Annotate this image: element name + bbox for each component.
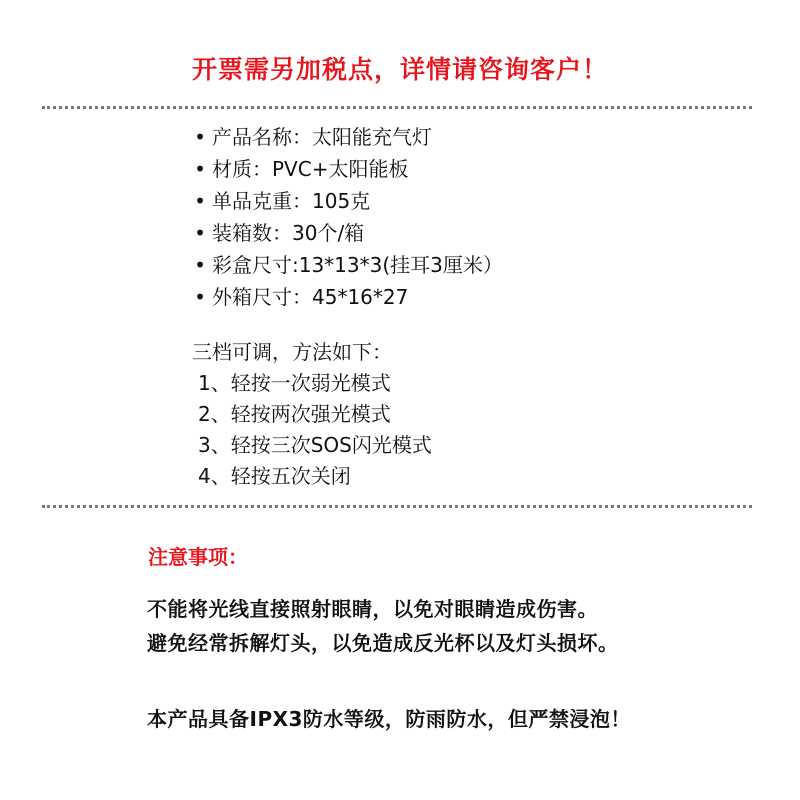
mode-item-off: 4、轻按五次关闭 — [198, 464, 351, 488]
invoice-tax-notice: 开票需另加税点，详情请咨询客户！ — [191, 55, 608, 84]
spec-item-product-name — [188, 121, 503, 153]
spec-item-carton-size — [188, 281, 503, 313]
mode-item-sos-flash: 3、轻按三次SOS闪光模式 — [198, 433, 432, 457]
product-spec-list — [188, 121, 503, 313]
spec-text: 装箱数：30个/箱 — [212, 221, 365, 245]
bullet-icon: • — [194, 285, 206, 309]
spec-text: 单品克重：105克 — [212, 189, 371, 213]
spec-text: 外箱尺寸：45*16*27 — [212, 285, 409, 309]
spec-item-color-box-size — [188, 249, 503, 281]
dotted-divider-top — [42, 106, 752, 109]
notice-eye-warning: 不能将光线直接照射眼睛，以免对眼睛造成伤害。 — [147, 597, 598, 621]
bullet-icon: • — [194, 221, 206, 245]
spec-text: 彩盒尺寸:13*13*3(挂耳3厘米） — [212, 253, 503, 277]
bullet-icon: • — [194, 253, 206, 277]
mode-item-strong-light: 2、轻按两次强光模式 — [198, 402, 391, 426]
dotted-divider-bottom — [42, 505, 752, 508]
spec-text: 产品名称：太阳能充气灯 — [212, 125, 432, 149]
notice-heading: 注意事项： — [148, 545, 248, 569]
spec-item-packing-quantity — [188, 217, 503, 249]
bullet-icon: • — [194, 189, 206, 213]
spec-item-weight — [188, 185, 503, 217]
spec-text: 材质：PVC+太阳能板 — [212, 157, 409, 181]
bullet-icon: • — [194, 157, 206, 181]
mode-item-weak-light: 1、轻按一次弱光模式 — [198, 371, 391, 395]
bullet-icon: • — [194, 125, 206, 149]
notice-waterproof-rating: 本产品具备IPX3防水等级，防雨防水，但严禁浸泡！ — [147, 707, 631, 731]
mode-instructions-list — [198, 368, 432, 492]
notice-disassembly-warning: 避免经常拆解灯头，以免造成反光杯以及灯头损坏。 — [147, 631, 619, 655]
spec-item-material — [188, 153, 503, 185]
modes-heading: 三档可调，方法如下： — [192, 340, 392, 364]
